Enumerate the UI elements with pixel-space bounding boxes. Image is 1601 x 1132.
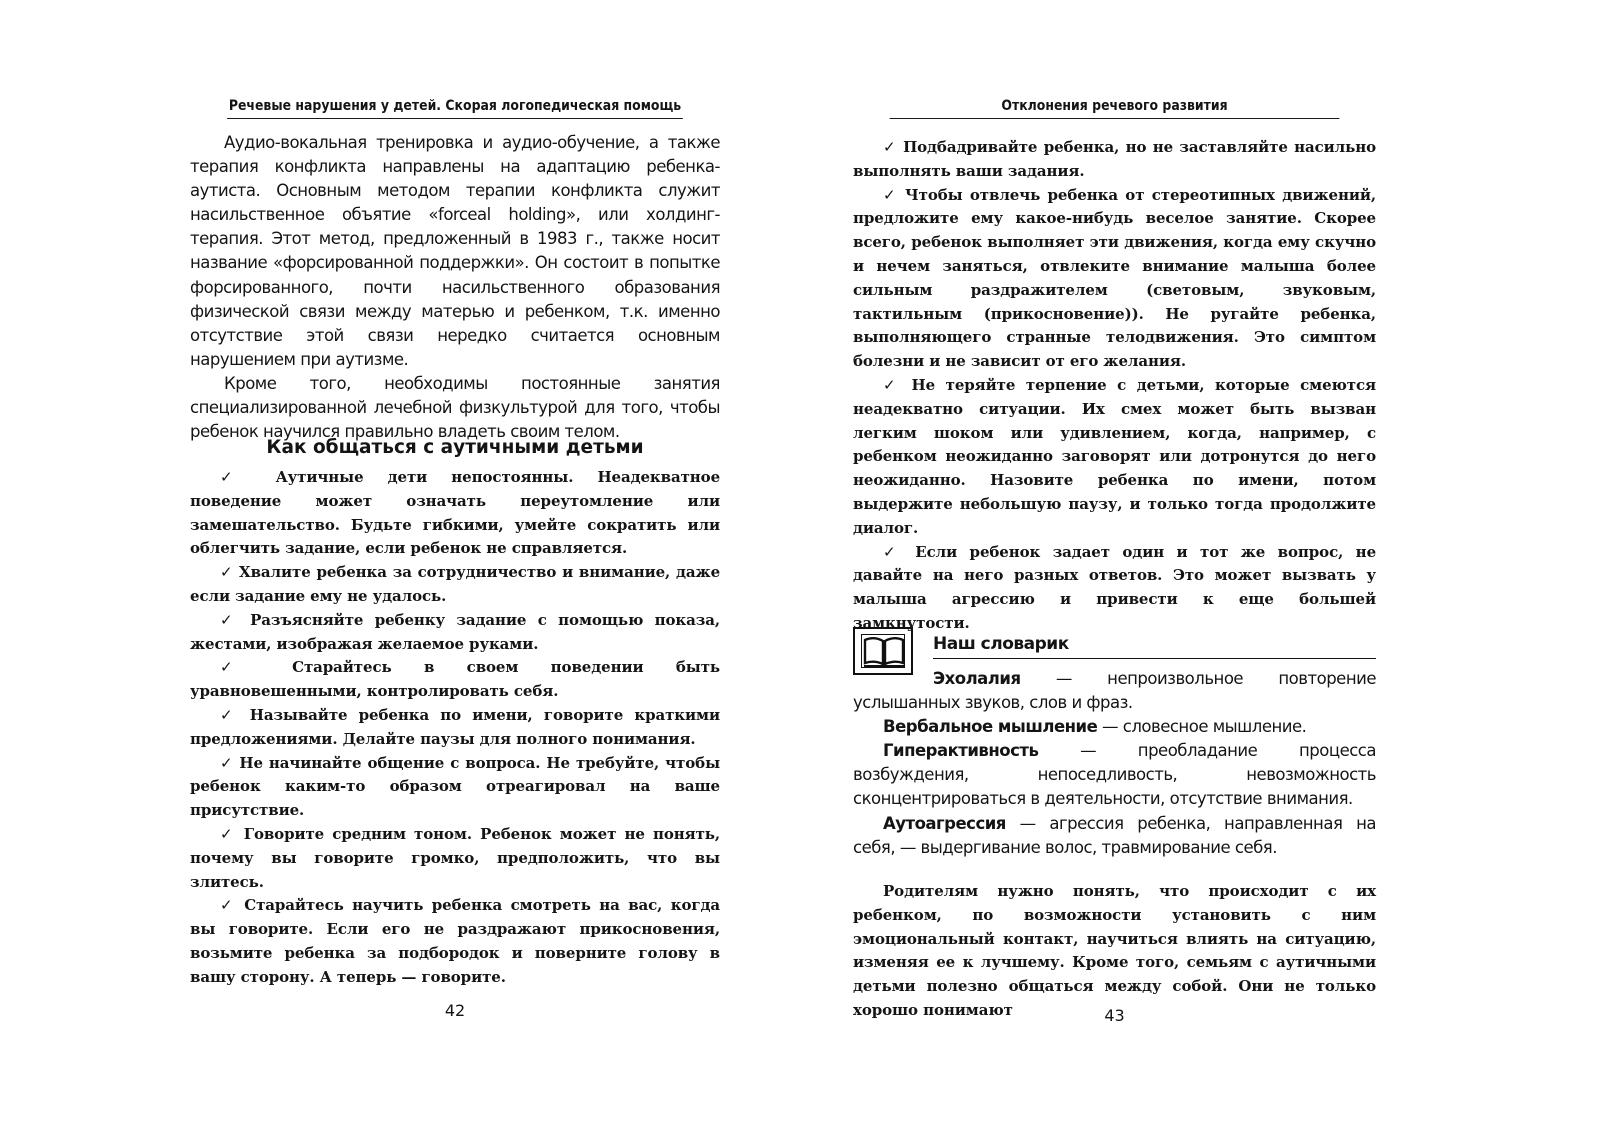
checkmark-icon: ✓ [883, 185, 898, 204]
glossary-definition: — словесное мышление. [1097, 717, 1307, 737]
glossary-term: Аутоагрессия [883, 813, 1006, 833]
glossary [853, 667, 1376, 860]
checkmark-icon: ✓ [220, 563, 234, 582]
intro-text [190, 131, 720, 444]
checkmark-icon: ✓ [220, 824, 236, 843]
running-head-right [890, 96, 1340, 119]
glossary-entry [853, 739, 1376, 811]
tips-list [190, 466, 720, 990]
tip-item: ✓ Аутичные дети непостоянны. Неадекватное поведение может означать переутомление или замешательство. Будьте гибкими, умейте сократить или облегчить задание, если ребенок не справляется. [190, 468, 721, 558]
section-heading: Как общаться с аутичными детьми [266, 437, 644, 458]
checkmark-icon: ✓ [883, 138, 897, 156]
checkmark-icon: ✓ [220, 658, 260, 677]
glossary-term: Гиперактивность [883, 741, 1039, 761]
tip-item: ✓ Подбадривайте ребенка, но не заставляйте насильно выполнять ваши задания. [853, 138, 1377, 180]
tip-item: ✓ Если ребенок задает один и тот же вопрос, не давайте на него разных ответов. Это может вызвать у малыша агрессию и привести к еще большей замкнутости. [853, 542, 1377, 632]
book-frame [861, 634, 905, 668]
glossary-entry [853, 667, 1376, 715]
glossary-title: Наш словарик [933, 634, 1376, 659]
paragraph: Родителям нужно понять, что происходит с их ребенком, по возможности установить с ним эмоциональный контакт, научиться влиять на ситуацию, изменяя ее к лучшему. Кроме того, семьям с аутичными детьми полезно общаться между собой. Они не только хорошо понимают [853, 882, 1376, 1019]
glossary-definition: — непроизвольное повторение услышанных звуков, слов и фраз. [853, 669, 1376, 713]
glossary-term: Эхолалия [933, 669, 1021, 688]
checkmark-icon: ✓ [220, 705, 239, 724]
glossary-definition: — агрессия ребенка, направленная на себя, — выдергивание волос, травмирование себя. [853, 813, 1376, 857]
page-number: 42 [444, 1001, 466, 1020]
tip-item: ✓ Не начинайте общение с вопроса. Не требуйте, чтобы ребенок каким-то образом отреагировал на ваше присутствие. [190, 753, 721, 820]
paragraph: Кроме того, необходимы постоянные занятия специализированной лечебной физкультурой для того, чтобы ребенок научился правильно владеть своим телом. [190, 373, 720, 442]
page-number: 43 [1104, 1006, 1125, 1025]
running-head-text: Речевые нарушения у детей. Скорая логопедическая помощь [228, 98, 682, 114]
tips-list [853, 136, 1376, 636]
tip-item: ✓ Чтобы отвлечь ребенка от стереотипных движений, предложите ему какое-нибудь веселое занятие. Скорее всего, ребенок выполняет эти движения, когда ему скучно и нечем заняться, отвлеките внимание малыша более сильным раздражителем (световым, звуковым, тактильным (прикосновение)). Не ругайте ребенка, выполняющего странные телодвижения. Это симптом болезни и не зависит от его желания. [853, 185, 1377, 371]
checkmark-icon: ✓ [883, 542, 903, 561]
checkmark-icon: ✓ [883, 375, 901, 394]
glossary-entry [853, 715, 1376, 739]
book-glyph [862, 635, 906, 668]
tip-item: ✓ Разъясняйте ребенку задание с помощью показа, жестами, изображая желаемое руками. [190, 610, 721, 653]
running-head-text: Отклонения речевого развития [1001, 98, 1228, 114]
closing-text [853, 880, 1376, 1023]
checkmark-icon: ✓ [220, 610, 239, 629]
tip-item: ✓ Хвалите ребенка за сотрудничество и внимание, даже если задание ему не удалось. [190, 563, 721, 605]
tip-item: ✓ Называйте ребенка по имени, говорите краткими предложениями. Делайте паузы для полного понимания. [190, 705, 720, 748]
checkmark-icon: ✓ [220, 468, 252, 486]
glossary-entry [853, 812, 1376, 860]
glossary-term: Вербальное мышление [883, 717, 1098, 737]
tip-item: ✓ Старайтесь научить ребенка смотреть на вас, когда вы говорите. Если его не раздражают прикосновения, возьмите ребенка за подбородок и поверните голову в вашу сторону. А теперь — говорите. [190, 896, 720, 986]
paragraph: Аудио-вокальная тренировка и аудио-обучение, а также терапия конфликта направлены на адаптацию ребенка-аутиста. Основным методом терапии конфликта служит насильственное объятие «forceal holding», или холдинг-терапия. Этот метод, предложенный в 1983 г., также носит название «форсированной поддержки». Он состоит в попытке форсированного, почти насильственного образования физической связи между матерью и ребенком, т.к. именно отсутствие этой связи нередко считается основным нарушением при аутизме. [190, 133, 720, 369]
checkmark-icon: ✓ [220, 896, 236, 915]
checkmark-icon: ✓ [220, 753, 234, 772]
running-head-left [227, 96, 683, 119]
glossary-definition: — преобладание процесса возбуждения, непоседливость, невозможность сконцентрироваться в деятельности, отсутствие внимания. [853, 741, 1376, 809]
tip-item: ✓ Не теряйте терпение с детьми, которые смеются неадекватно ситуации. Их смех может быть вызван легким шоком или удивлением, когда, например, с ребенком неожиданно заговорят или дотронутся до него неожиданно. Назовите ребенка по имени, потом выдержите небольшую паузу, и только тогда продолжите диалог. [853, 375, 1377, 537]
tip-item: ✓ Говорите средним тоном. Ребенок может не понять, почему вы говорите громко, предположить, что вы злитесь. [190, 824, 721, 891]
tip-item: ✓ Старайтесь в своем поведении быть уравновешенными, контролировать себя. [190, 658, 720, 701]
